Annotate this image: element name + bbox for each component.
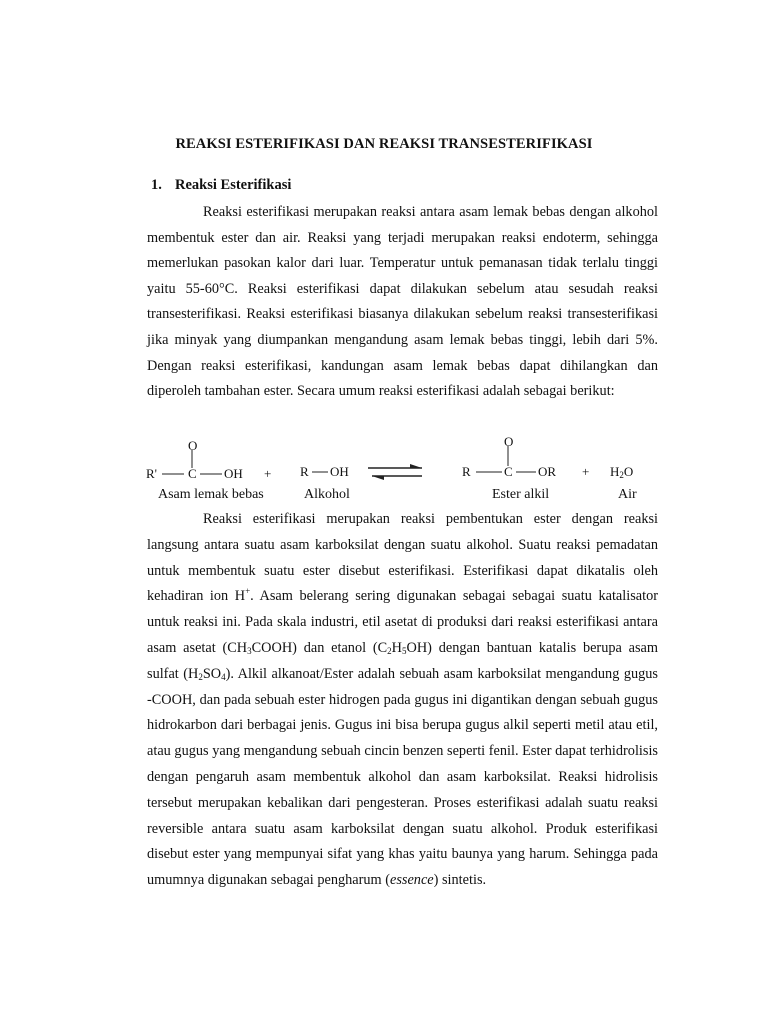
water-formula: $H_2O$ [610,464,634,480]
plus-sign: + [582,464,590,479]
label-fatty-acid: Asam lemak bebas [158,487,264,502]
paragraph-text: Reaksi esterifikasi merupakan reaksi pembentukan ester dengan reaksi langsung antara suatu asam karboksilat dengan suatu alkohol. Suatu reaksi pemadatan untuk membentuk suatu ester disebut esterifikasi. Esterifikasi dapat dikatalis oleh kehadiran ion H+. Asam belerang sering digunakan sebagai sebagai suatu katalisator untuk reaksi ini. Pada skala industri, etil asetat di produksi dari reaksi esterifikasi antara asam asetat $(CH_3COOH)$ dan etanol $(C_2H_5OH)$ dengan bantuan katalis berupa asam sulfat $(H_2SO_4)$. Alkil alkanoat/Ester adalah sebuah asam karboksilat mengandung gugus -COOH, dan pada sebuah ester hidrogen pada gugus ini digantikan dengan sebuah gugus hidrokarbon dari berbagai jenis. Gugus ini bisa berupa gugus alkil seperti metil atau etil, atau gugus yang mengandung sebuah cincin benzen seperti fenil. Ester dapat terhidrolisis dengan pengaruh asam membentuk alkohol dan asam karboksilat. Reaksi hidrolisis tersebut merupakan kebalikan dari pengesteran. Proses esterifikasi adalah suatu reaksi reversible antara suatu asam karboksilat dengan suatu alkohol. Produk esterifikasi disebut ester yang mempunyai sifat yang khas yaitu baunya yang harum. Sehingga pada umumnya digunakan sebagai pengharum (essence) sintetis. [147,511,659,889]
alcohol-hydroxyl: OH [330,464,349,479]
acid-r-group: R' [146,466,158,481]
alcohol-r-group: R [300,464,309,479]
section-title: Reaksi Esterifikasi [175,177,292,193]
label-alcohol: Alkohol [304,487,350,502]
plus-sign: + [264,466,272,481]
section-heading [151,177,291,194]
reaction-bonds [140,432,660,492]
label-ester: Ester alkil [492,487,550,502]
acid-hydroxyl: OH [224,466,243,481]
acid-carbon: C [188,466,197,481]
ester-carbon: C [504,464,513,479]
ester-r-group: R [462,464,471,479]
reaction-equation [140,432,660,512]
ester-or-group: OR [538,464,557,479]
paragraph-esterification [147,507,658,894]
section-number: 1. [151,177,162,193]
document-title: REAKSI ESTERIFIKASI DAN REAKSI TRANSESTERIFIKASI [175,136,593,152]
label-water: Air [618,487,637,502]
paragraph-intro [147,200,658,405]
paragraph-text: Reaksi esterifikasi merupakan reaksi antara asam lemak bebas dengan alkohol membentuk ester dan air. Reaksi yang terjadi merupakan reaksi endoterm, sehingga memerlukan pasokan kalor dari luar. Temperatur untuk pemanasan tidak terlalu tinggi yaitu 55-60°C. Reaksi esterifikasi dapat dilakukan sebelum atau sesudah reaksi transesterifikasi. Reaksi esterifikasi biasanya dilakukan sebelum reaksi transesterifikasi jika minyak yang diumpankan mengandung asam lemak bebas tinggi, lebih dari 5%. Dengan reaksi esterifikasi, kandungan asam lemak bebas dapat dihilangkan dan diperoleh tambahan ester. Secara umum reaksi esterifikasi adalah sebagai berikut: [147,204,658,400]
ester-carbonyl-oxygen: O [504,434,514,449]
acid-carbonyl-oxygen: O [188,438,198,453]
